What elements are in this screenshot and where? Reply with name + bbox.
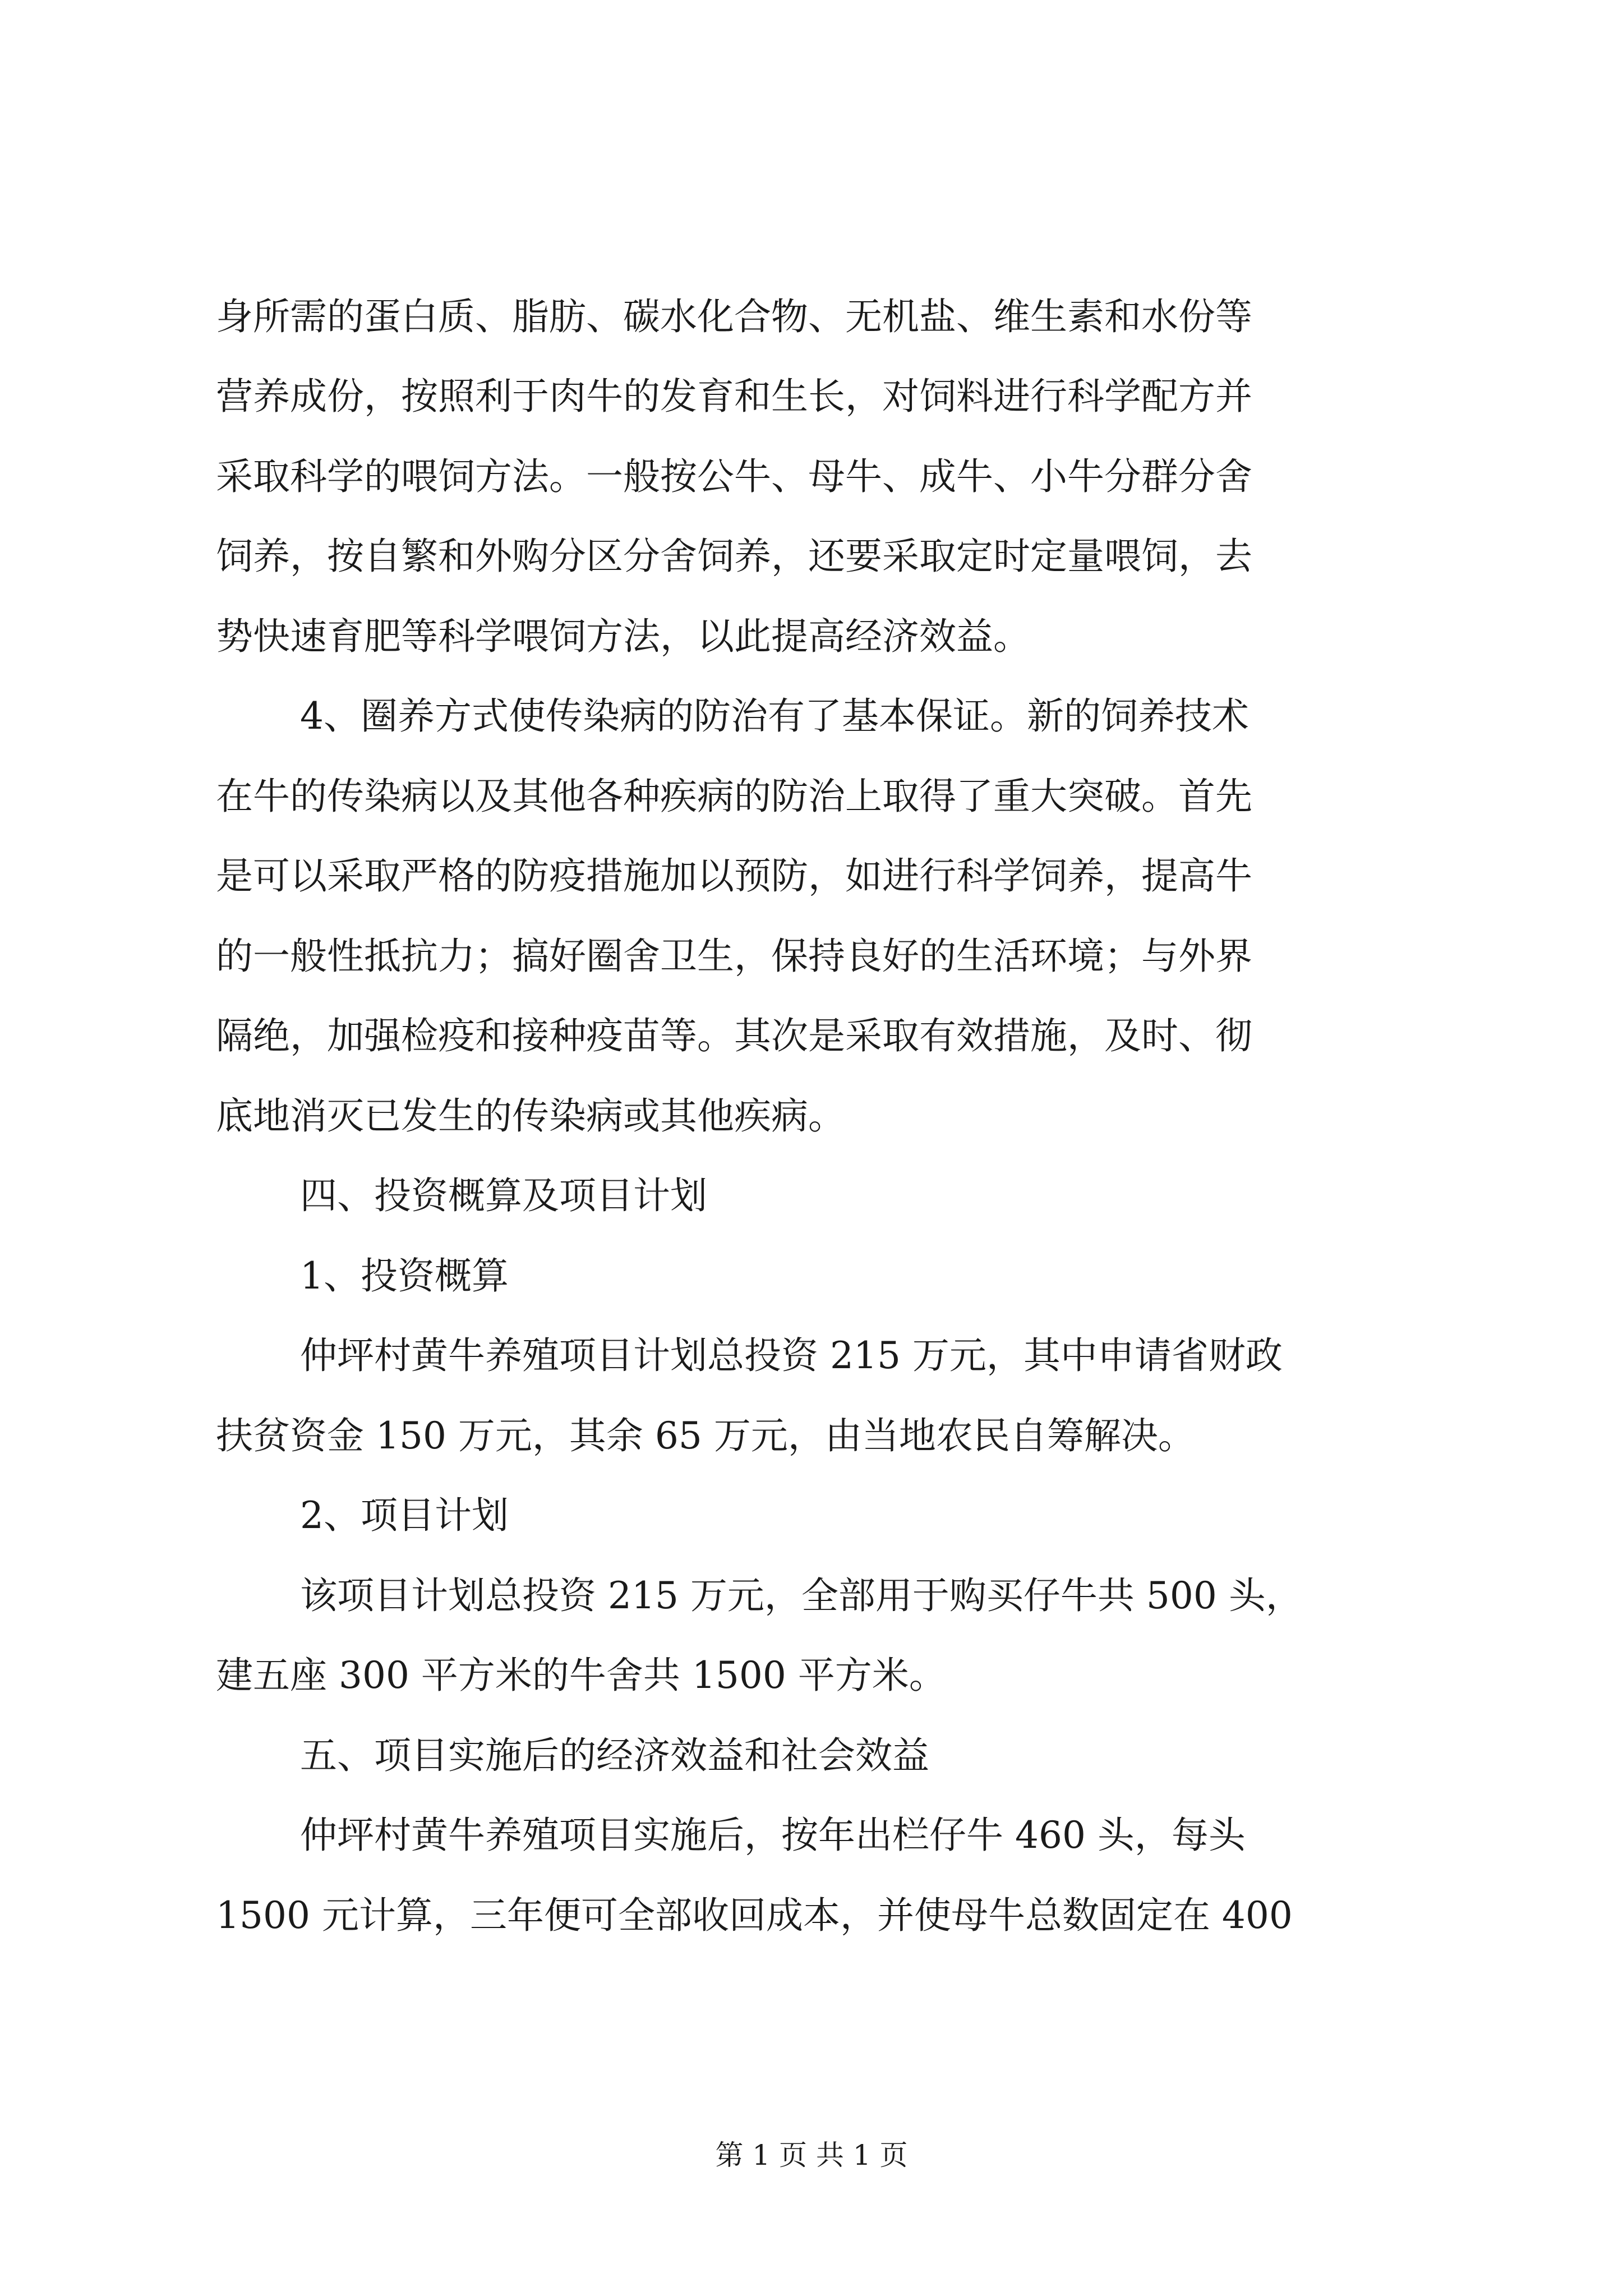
page-footer: 第 1 页 共 1 页 <box>715 2139 908 2171</box>
paragraph-start-line: 4、圈养方式使传染病的防治有了基本保证。新的饲养技术 <box>300 694 1249 738</box>
section-heading: 五、项目实施后的经济效益和社会效益 <box>300 1734 929 1777</box>
body-text-line: 饲养，按自繁和外购分区分舍饲养，还要采取定时定量喂饲，去 <box>216 535 1252 578</box>
paragraph-start-line: 仲坪村黄牛养殖项目实施后，按年出栏仔牛 460 头，每头 <box>300 1814 1246 1857</box>
body-text-line: 的一般性抵抗力；搞好圈舍卫生，保持良好的生活环境；与外界 <box>216 935 1252 978</box>
body-text-line: 1500 元计算，三年便可全部收回成本，并使母牛总数固定在 400 <box>216 1894 1293 1937</box>
paragraph-start-line: 仲坪村黄牛养殖项目计划总投资 215 万元，其中申请省财政 <box>300 1334 1283 1377</box>
section-heading: 四、投资概算及项目计划 <box>300 1174 707 1217</box>
body-text-line: 底地消灭已发生的传染病或其他疾病。 <box>216 1094 845 1138</box>
body-text-line: 建五座 300 平方米的牛舍共 1500 平方米。 <box>216 1654 946 1697</box>
subsection-heading: 1、投资概算 <box>300 1254 509 1297</box>
body-text-line: 在牛的传染病以及其他各种疾病的防治上取得了重大突破。首先 <box>216 775 1252 818</box>
body-text-line: 营养成份，按照利于肉牛的发育和生长，对饲料进行科学配方并 <box>216 375 1252 418</box>
body-text-line: 采取科学的喂饲方法。一般按公牛、母牛、成牛、小牛分群分舍 <box>216 455 1252 498</box>
body-text-line: 势快速育肥等科学喂饲方法，以此提高经济效益。 <box>216 615 1030 658</box>
paragraph-start-line: 该项目计划总投资 215 万元，全部用于购买仔牛共 500 头， <box>300 1574 1303 1617</box>
subsection-heading: 2、项目计划 <box>300 1494 509 1537</box>
body-text-line: 身所需的蛋白质、脂肪、碳水化合物、无机盐、维生素和水份等 <box>216 295 1252 338</box>
body-text-line: 是可以采取严格的防疫措施加以预防，如进行科学饲养，提高牛 <box>216 854 1252 898</box>
body-text-line: 隔绝，加强检疫和接种疫苗等。其次是采取有效措施，及时、彻 <box>216 1014 1252 1057</box>
body-text-line: 扶贫资金 150 万元，其余 65 万元，由当地农民自筹解决。 <box>216 1414 1195 1457</box>
